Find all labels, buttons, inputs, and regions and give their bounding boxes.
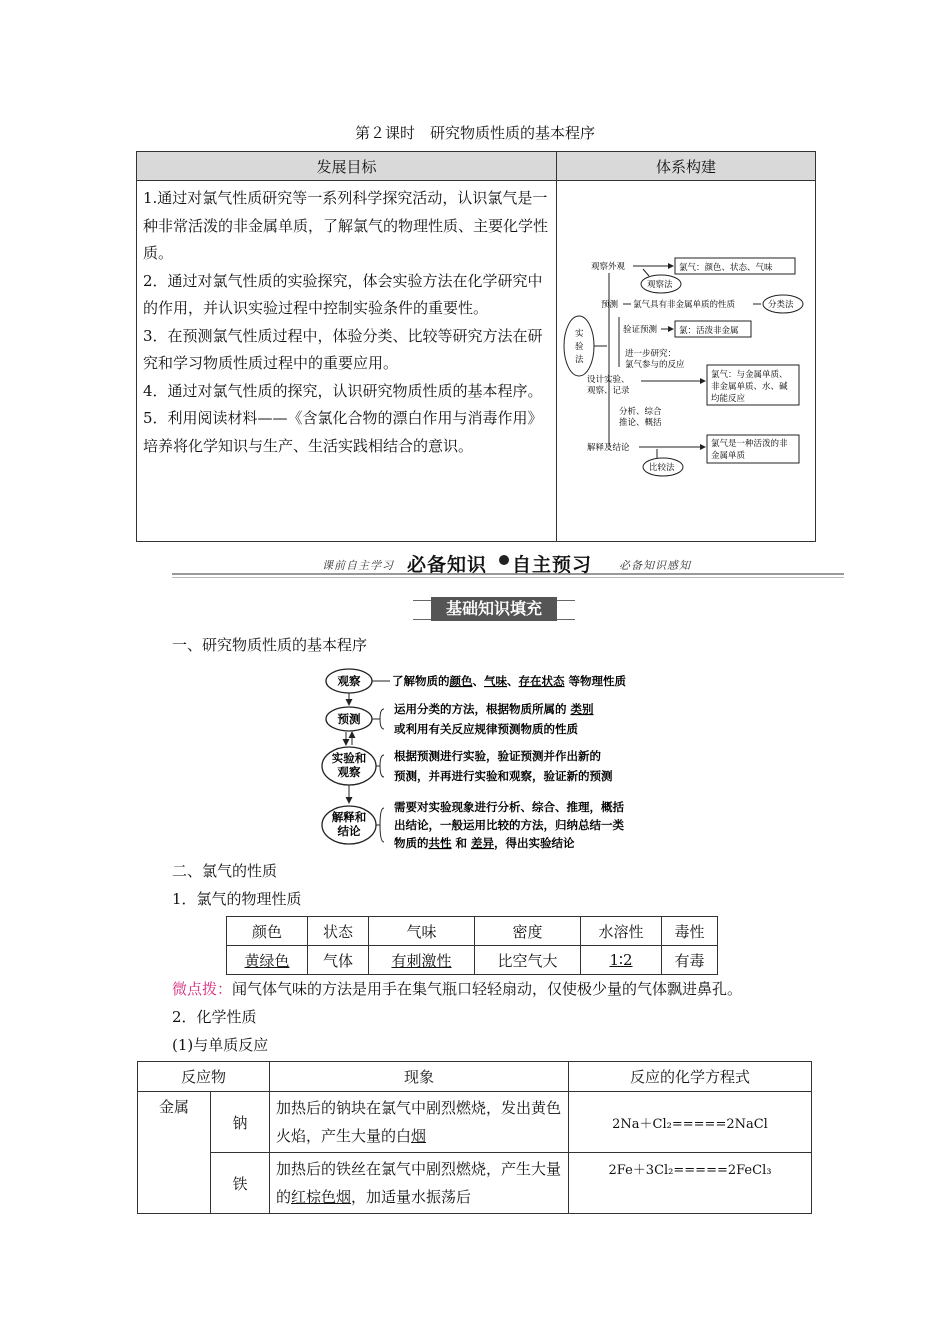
diagram-predict-text: 氯气具有非金属单质的性质	[633, 300, 736, 310]
diagram-design-result: 非金属单质、水、碱	[711, 382, 788, 392]
diagram-analyze: 推论、概括	[619, 418, 662, 428]
flow-text-4b: 出结论，一般运用比较的方法，归纳总结一类	[394, 818, 624, 832]
diagram-exp-char: 实	[575, 329, 584, 339]
flow-text-2c: 或利用有关反应规律预测物质的性质	[394, 722, 578, 736]
diagram-conclude: 解释及结论	[587, 443, 630, 453]
table-cell: 有刺激性	[369, 946, 475, 975]
flow-step-observe: 观察	[337, 674, 361, 688]
diagram-analyze: 分析、综合	[619, 407, 662, 417]
section-banner	[172, 550, 844, 580]
table-cell: 黄绿色	[227, 946, 308, 975]
table-header: 反应物	[138, 1062, 270, 1092]
svg-text:了解物质的颜色、气味、存在状态 等物理性质: 了解物质的颜色、气味、存在状态 等物理性质	[392, 674, 627, 688]
diagram-further: 氯气参与的反应	[625, 360, 685, 370]
banner-title-2: 自主预习	[512, 554, 593, 576]
goal-item: 5．利用阅读材料——《含氯化合物的漂白作用与消毒作用》培养将化学知识与生产、生活实践相结合的意识。	[143, 409, 543, 455]
table-header: 反应的化学方程式	[569, 1062, 812, 1092]
flow-blank-difference: 差异	[471, 836, 495, 850]
table-cell: 金属	[138, 1092, 211, 1214]
diagram-verify-result: 氯：活泼非金属	[679, 326, 739, 336]
banner-right-label: 必备知识感知	[619, 559, 691, 572]
table-cell: 气体	[308, 946, 369, 975]
banner-divider	[172, 573, 844, 578]
table-cell: 有毒	[662, 946, 718, 975]
flow-text-3b: 预测，并再进行实验和观察，验证新的预测	[394, 769, 613, 783]
diagram-verify: 验证预测	[623, 325, 658, 335]
goal-table	[136, 151, 816, 542]
diagram-further: 进一步研究：	[625, 349, 677, 359]
diagram-classify: 分类法	[768, 300, 794, 310]
system-diagram-cell	[557, 181, 816, 542]
table-cell: 铁	[211, 1153, 270, 1214]
diagram-observe-result: 氯气：颜色、状态、气味	[679, 263, 773, 273]
diagram-exp-char: 法	[575, 355, 584, 365]
goal-list	[137, 181, 557, 542]
table-header: 毒性	[662, 917, 718, 946]
physical-properties-table	[226, 916, 718, 975]
section-heading: 二、氯气的性质	[172, 862, 278, 880]
svg-text:物质的共性 和 差异，得出实验结论: 物质的共性 和 差异，得出实验结论	[394, 836, 575, 850]
table-cell: 比空气大	[475, 946, 581, 975]
diagram-observe-method: 观察法	[647, 280, 673, 290]
diagram-observe: 观察外观	[591, 262, 626, 272]
flow-text-2a: 运用分类的方法，根据物质所属的	[394, 702, 571, 716]
flow-blank-common: 共性	[428, 836, 452, 850]
table-header: 气味	[369, 917, 475, 946]
flow-blank-category: 类别	[570, 702, 594, 716]
diagram-conclude-result: 金属单质	[711, 451, 746, 461]
section-heading: 一、研究物质性质的基本程序	[172, 636, 368, 654]
diagram-design: 观察、记录	[587, 386, 630, 396]
system-header: 体系构建	[557, 152, 816, 181]
diagram-conclude-result: 氯气是一种活泼的非	[711, 439, 788, 449]
flow-text-4a: 需要对实验现象进行分析、综合、推理，概括	[394, 800, 624, 814]
diagram-compare: 比较法	[649, 463, 675, 473]
banner-dot-icon	[499, 555, 509, 565]
page-title: 第２课时 研究物质性质的基本程序	[354, 124, 595, 142]
goal-item: 2．通过对氯气性质的实验探究，体会实验方法在化学研究中的作用，并认识实验过程中控制实验条件的重要性。	[143, 271, 543, 317]
banner-left-label: 课前自主学习	[322, 559, 394, 572]
diagram-design-result: 氯气：与金属单质、	[711, 370, 788, 380]
sub-banner-title: 基础知识填充	[431, 597, 557, 621]
flow-step-experiment: 观察	[337, 765, 361, 779]
subsection-heading: 2．化学性质	[172, 1008, 257, 1026]
goal-item: 4．通过对氯气性质的探究，认识研究物质性质的基本程序。	[143, 381, 543, 400]
flow-text-3a: 根据预测进行实验，验证预测并作出新的	[394, 749, 601, 763]
table-cell: 2Na＋Cl₂=====2NaCl	[569, 1092, 812, 1153]
table-header: 水溶性	[581, 917, 662, 946]
system-diagram	[557, 181, 815, 541]
tip-text: 闻气体气味的方法是用手在集气瓶口轻轻扇动，仅使极少量的气体飘进鼻孔。	[232, 980, 743, 998]
flow-blank-state: 存在状态	[518, 674, 565, 688]
svg-text:运用分类的方法，根据物质所属的 类别	[394, 702, 594, 716]
flow-step-conclusion: 解释和	[331, 810, 367, 824]
table-cell: 加热后的铁丝在氯气中剧烈燃烧，产生大量的红棕色烟，加适量水振荡后	[270, 1153, 569, 1214]
diagram-design-result: 均能反应	[711, 394, 746, 404]
goal-header: 发展目标	[137, 152, 557, 181]
diagram-predict: 预测	[601, 300, 619, 310]
table-header: 现象	[270, 1062, 569, 1092]
table-header: 密度	[475, 917, 581, 946]
table-cell: 2Fe＋3Cl₂=====2FeCl₃	[569, 1153, 812, 1214]
table-cell: 钠	[211, 1092, 270, 1153]
reaction-table	[137, 1061, 812, 1214]
table-cell: 加热后的钠块在氯气中剧烈燃烧，发出黄色火焰，产生大量的白烟	[270, 1092, 569, 1153]
flow-step-predict: 预测	[337, 712, 361, 726]
banner-title-1: 必备知识	[407, 554, 488, 576]
research-flow-diagram	[316, 665, 686, 851]
tip-paragraph	[172, 978, 852, 999]
diagram-design: 设计实验、	[587, 375, 630, 385]
sub-banner	[413, 597, 575, 621]
flow-step-experiment: 实验和	[331, 751, 367, 765]
goal-item: 1.通过对氯气性质研究等一系列科学探究活动，认识氯气是一种非常活泼的非金属单质，了解氯气的物理性质、主要化学性质。	[143, 189, 549, 262]
flow-blank-smell: 气味	[484, 674, 507, 688]
goal-item: 3．在预测氯气性质过程中，体验分类、比较等研究方法在研究和学习物质性质过程中的重要应用。	[143, 326, 543, 372]
table-header: 状态	[308, 917, 369, 946]
table-cell: 1∶2	[581, 946, 662, 975]
tip-label: 微点拨：	[172, 980, 233, 998]
flow-step-conclusion: 结论	[337, 824, 361, 838]
subsection-heading: (1)与单质反应	[172, 1036, 269, 1054]
subsection-heading: 1．氯气的物理性质	[172, 890, 302, 908]
table-header: 颜色	[227, 917, 308, 946]
flow-text-1a: 了解物质的	[392, 674, 450, 688]
flow-blank-color: 颜色	[449, 674, 473, 688]
diagram-exp-char: 验	[575, 342, 584, 352]
